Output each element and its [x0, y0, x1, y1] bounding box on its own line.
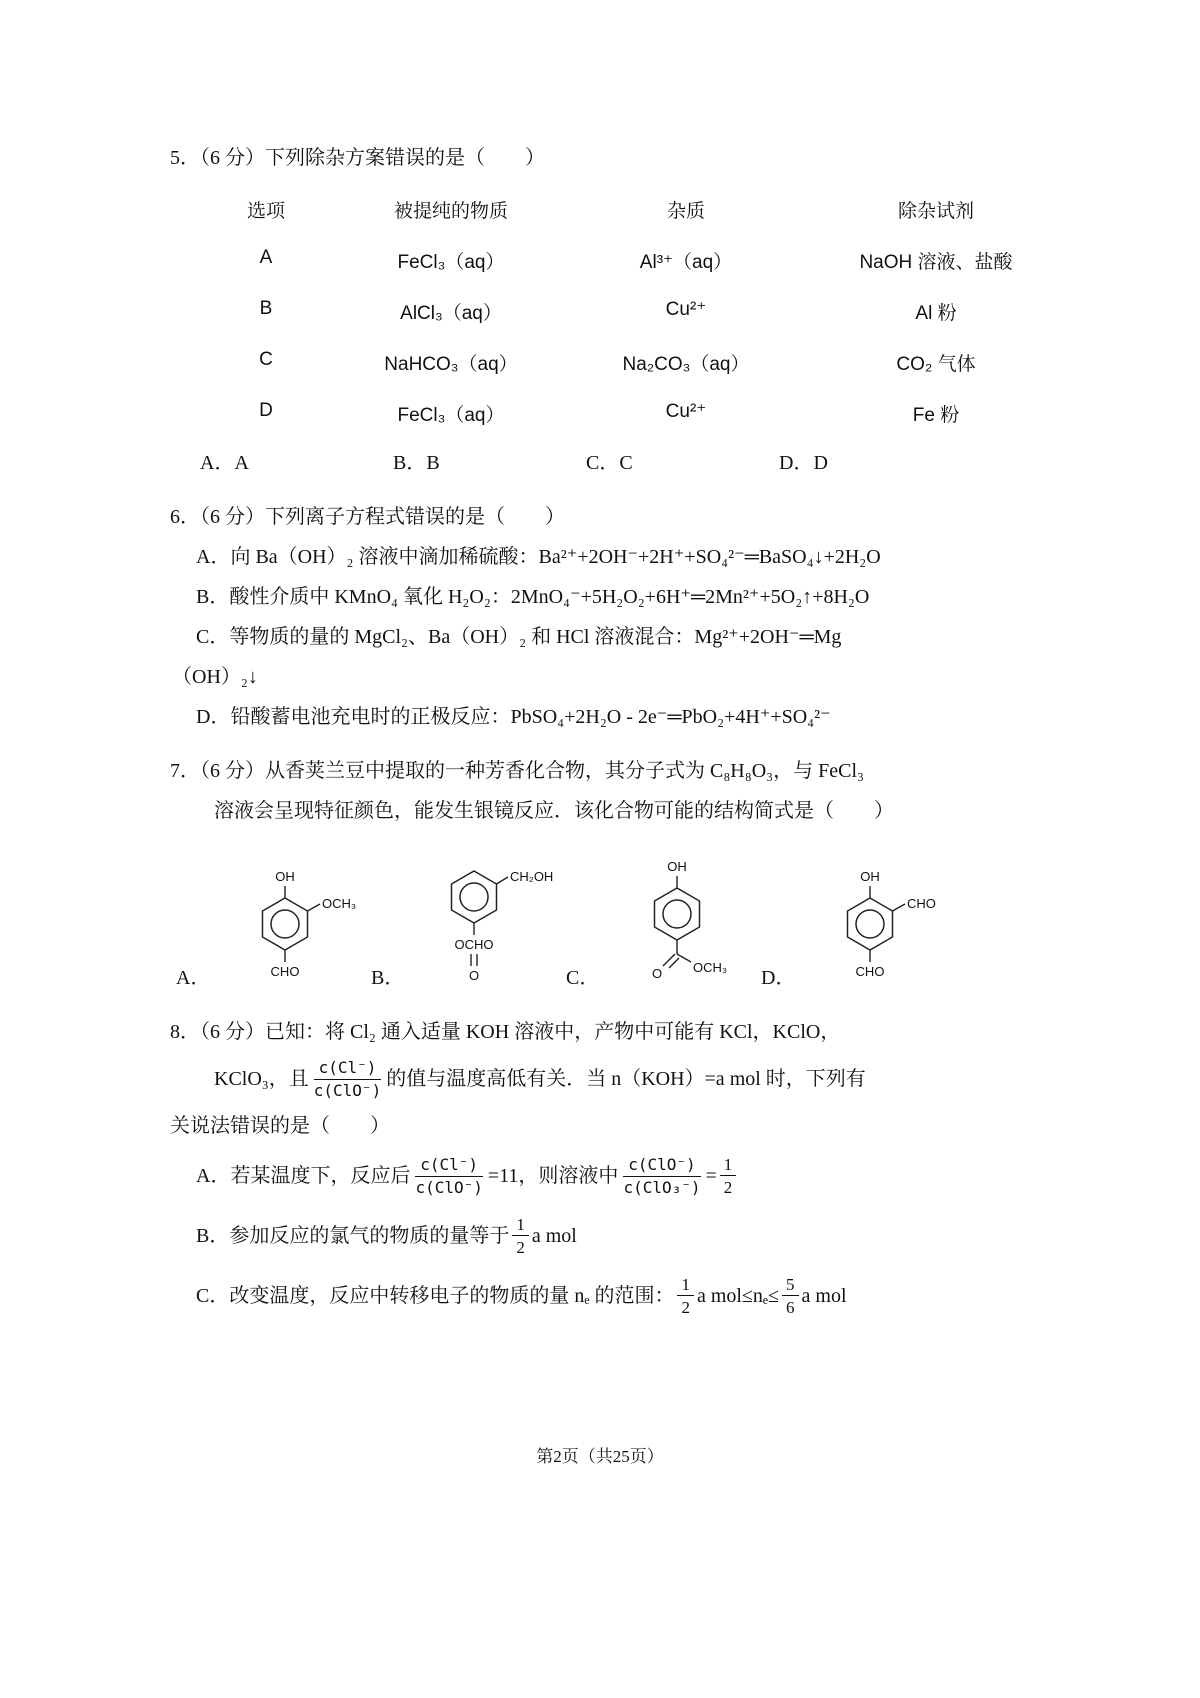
q5-cell-formula: Na₂CO₃（aq）: [622, 354, 750, 375]
q6-stem: 6．（6 分）下列离子方程式错误的是（ ）: [170, 506, 565, 528]
fraction-numerator: 1: [512, 1214, 529, 1236]
q5-cell-formula: Al 粉: [915, 303, 957, 324]
q8-option-b: [170, 1206, 1050, 1266]
q8-option-b-text: a mol: [531, 1225, 577, 1247]
fraction-denominator: c(ClO⁻): [313, 1080, 382, 1100]
q5-cell-formula: Al³⁺（aq）: [639, 252, 733, 273]
fraction-numerator: c(ClO⁻): [623, 1155, 700, 1177]
q7-figure-d: [761, 848, 956, 998]
q5-header-impurity: 杂质: [666, 201, 705, 222]
q5-table-row-c: [206, 337, 1050, 388]
q8-stem-line3: 关说法错误的是（ ）: [170, 1115, 390, 1137]
q8-option-a: [170, 1146, 1050, 1206]
substituent-label: CHO: [271, 964, 300, 979]
q5-choices: [170, 443, 1050, 483]
q7-label-c: C．: [566, 967, 600, 989]
q8-fraction-cl-clo: [314, 1058, 381, 1101]
q5-cell-formula: NaHCO₃（aq）: [384, 354, 518, 375]
q7-stem-line2: 溶液会呈现特征颜色，能发生银镜反应．该化合物可能的结构简式是（ ）: [214, 800, 894, 822]
carbonyl-oxygen-label: O: [652, 966, 663, 981]
fraction-denominator: 2: [516, 1238, 525, 1257]
q6-option-a: A．向 Ba（OH）₂ 溶液中滴加稀硫酸：Ba²⁺+2OH⁻+2H⁺+SO₄²⁻═BaSO₄↓+2H₂O: [196, 546, 881, 568]
q5-cell: D: [259, 400, 273, 421]
question-6: [170, 497, 1050, 737]
fraction-denominator: 6: [786, 1298, 795, 1317]
q8-option-a-fraction-1: [415, 1155, 482, 1198]
fraction-numerator: c(Cl⁻): [415, 1155, 482, 1177]
ester-group-label: OCH₃: [693, 960, 728, 975]
q5-cell: B: [259, 298, 273, 319]
q7-structures: [176, 833, 1050, 998]
q5-cell-formula: AlCl₃（aq）: [400, 303, 502, 324]
substituent-label: CHO: [907, 896, 937, 911]
q8-stem-part: KClO₃，且: [214, 1068, 309, 1090]
substituent-label: OH: [667, 859, 688, 874]
q8-option-c-fraction-1: [677, 1274, 694, 1319]
q8-stem-line1: 8．（6 分）已知：将 Cl₂ 通入适量 KOH 溶液中，产物中可能有 KCl，KClO，: [170, 1021, 841, 1043]
q8-option-c-text: a mol: [801, 1285, 847, 1307]
q5-choice-b: B．B: [393, 452, 440, 474]
q5-cell-formula: Fe 粉: [912, 405, 960, 426]
page-footer: 第2页（共25页）: [536, 1447, 664, 1466]
substituent-label: OCH₃: [322, 896, 357, 911]
q7-figure-a: [176, 848, 371, 998]
question-8: [170, 1012, 1050, 1326]
fraction-denominator: c(ClO₃⁻): [623, 1177, 701, 1197]
q8-stem-part: 的值与温度高低有关．当 n（KOH）=a mol 时，下列有: [386, 1068, 866, 1090]
q8-option-a-fraction-3: [720, 1154, 737, 1199]
q8-option-b-fraction: [512, 1214, 529, 1259]
substituent-label: CH₂OH: [510, 869, 554, 884]
q5-cell-formula: Cu²⁺: [665, 299, 707, 320]
substituent-label: OCHO: [454, 937, 494, 952]
fraction-numerator: 5: [782, 1274, 799, 1296]
q8-option-c-text: a mol≤nₑ≤: [696, 1285, 780, 1307]
q6-option-d: D．铅酸蓄电池充电时的正极反应：PbSO₄+2H₂O - 2e⁻═PbO₂+4H⁺+SO₄²⁻: [196, 706, 831, 728]
fraction-numerator: 1: [720, 1154, 737, 1176]
substituent-label: CHO: [856, 964, 885, 979]
carbonyl-oxygen-label: O: [469, 968, 480, 983]
q7-figure-b: [371, 833, 566, 998]
q7-label-d: D．: [761, 967, 796, 989]
substituent-label: OH: [275, 869, 296, 884]
q7-label-b: B．: [371, 967, 405, 989]
q8-option-c: [170, 1266, 1050, 1326]
benzene-structure-a-icon: [210, 848, 360, 998]
q5-cell-formula: Cu²⁺: [665, 401, 707, 422]
q5-cell-formula: FeCl₃（aq）: [397, 405, 505, 426]
q8-option-c-text: C．改变温度，反应中转移电子的物质的量 nₑ 的范围：: [196, 1285, 675, 1307]
q7-label-a: A．: [176, 967, 211, 989]
q8-stem-line2: [170, 1052, 1050, 1106]
benzene-structure-c-icon: [599, 848, 759, 998]
fraction-denominator: 2: [681, 1298, 690, 1317]
fraction-denominator: 2: [723, 1178, 733, 1197]
q5-choice-a: A．A: [200, 452, 249, 474]
q8-option-a-fraction-2: [623, 1155, 700, 1198]
benzene-structure-d-icon: [795, 848, 945, 998]
fraction-denominator: c(ClO⁻): [415, 1177, 483, 1197]
q5-table-row-a: [206, 235, 1050, 286]
q5-header-substance: 被提纯的物质: [393, 201, 508, 222]
fraction-numerator: c(Cl⁻): [314, 1058, 381, 1080]
benzene-structure-b-icon: [404, 833, 564, 998]
q8-option-a-text: =: [705, 1165, 717, 1187]
q7-stem-line1: 7．（6 分）从香荚兰豆中提取的一种芳香化合物，其分子式为 C₈H₈O₃，与 FeCl₃: [170, 760, 865, 782]
q5-cell-formula: NaOH 溶液、盐酸: [859, 252, 1013, 273]
q5-cell-formula: CO₂ 气体: [896, 354, 976, 375]
q8-option-c-fraction-2: [782, 1274, 799, 1319]
q5-header-reagent: 除杂试剂: [897, 201, 974, 222]
substituent-label: OH: [860, 869, 881, 884]
q8-option-b-text: B．参加反应的氯气的物质的量等于: [196, 1225, 510, 1247]
q6-option-b: B．酸性介质中 KMnO₄ 氧化 H₂O₂：2MnO₄⁻+5H₂O₂+6H⁺═2Mn²⁺+5O₂↑+8H₂O: [196, 586, 870, 608]
q8-option-a-text: A．若某温度下，反应后: [196, 1165, 411, 1187]
q5-table-row-b: [206, 286, 1050, 337]
q5-cell: C: [259, 349, 273, 370]
q5-cell-formula: FeCl₃（aq）: [397, 252, 505, 273]
q5-header-option: 选项: [246, 201, 285, 222]
q5-stem: 5．（6 分）下列除杂方案错误的是（ ）: [170, 147, 545, 169]
q7-figure-c: [566, 848, 761, 998]
q5-choice-d: D．D: [779, 452, 828, 474]
question-5: [170, 138, 1050, 483]
q5-choice-c: C．C: [586, 452, 633, 474]
q5-table: [206, 184, 1050, 439]
q5-table-header-row: [206, 184, 1050, 235]
q5-cell: A: [259, 247, 273, 268]
q6-option-c-line1: C．等物质的量的 MgCl₂、Ba（OH）₂ 和 HCl 溶液混合：Mg²⁺+2OH⁻═Mg: [196, 626, 842, 648]
q5-table-row-d: [206, 388, 1050, 439]
q8-option-a-text: =11，则溶液中: [487, 1165, 619, 1187]
q6-option-c-line2: （OH）₂↓: [172, 666, 258, 688]
fraction-numerator: 1: [677, 1274, 694, 1296]
question-7: [170, 751, 1050, 998]
